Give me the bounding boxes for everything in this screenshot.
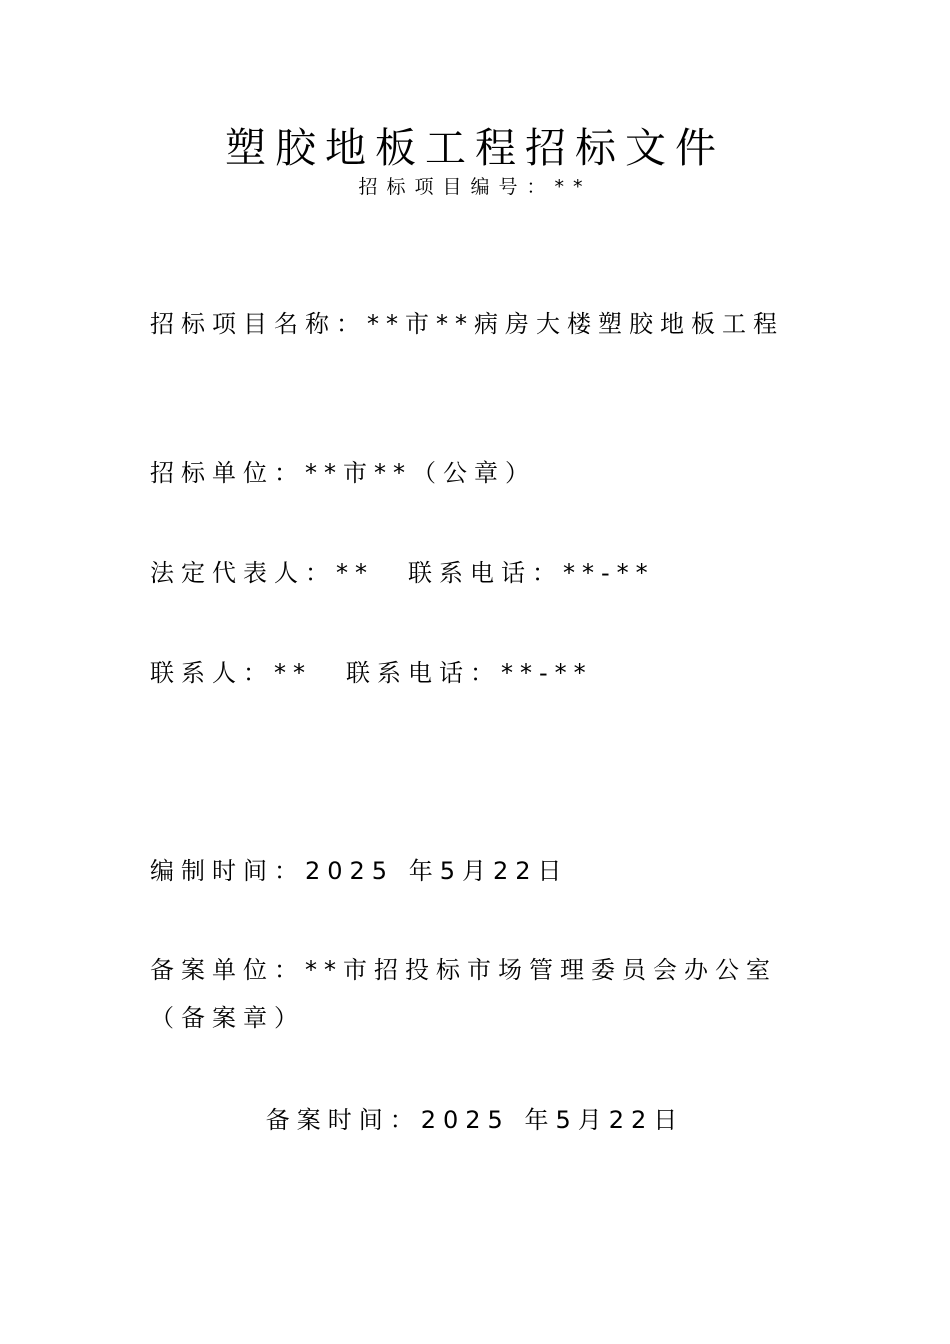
- filing-time-value: 2025 年5月22日: [420, 1106, 685, 1134]
- contact-value: **: [274, 659, 312, 687]
- project-name-label: 招标项目名称：: [150, 310, 367, 338]
- compile-time-label: 编制时间：: [150, 857, 305, 885]
- contact-phone-label: 联系电话：: [346, 659, 501, 687]
- tenderer-label: 招标单位：: [150, 459, 305, 487]
- filing-unit-label: 备案单位：: [150, 956, 305, 984]
- tenderer: [150, 449, 810, 497]
- filing-unit-value: **市招投标市场管理委员会办公室（备案章）: [150, 956, 777, 1032]
- compile-time: [150, 847, 810, 895]
- legal-phone-value: **-**: [563, 559, 655, 587]
- legal-representative: [150, 549, 810, 597]
- contact-phone-value: **-**: [501, 659, 593, 687]
- contact-label: 联系人：: [150, 659, 274, 687]
- filing-time-label: 备案时间：: [265, 1106, 421, 1134]
- legal-representative-label: 法定代表人：: [150, 559, 336, 587]
- project-name: [150, 300, 810, 348]
- project-number-value: **: [554, 176, 592, 198]
- compile-time-value: 2025 年5月22日: [305, 857, 569, 885]
- project-name-value: **市**病房大楼塑胶地板工程: [367, 310, 784, 338]
- filing-time: [0, 1096, 950, 1144]
- tenderer-value: **市**（公章）: [305, 459, 536, 487]
- contact: [150, 649, 810, 697]
- document-title: 塑胶地板工程招标文件: [225, 124, 725, 172]
- project-number: [0, 175, 950, 199]
- filing-unit: [150, 946, 810, 1042]
- project-number-label: 招标项目编号：: [358, 176, 555, 198]
- legal-phone-label: 联系电话：: [408, 559, 563, 587]
- legal-representative-value: **: [336, 559, 374, 587]
